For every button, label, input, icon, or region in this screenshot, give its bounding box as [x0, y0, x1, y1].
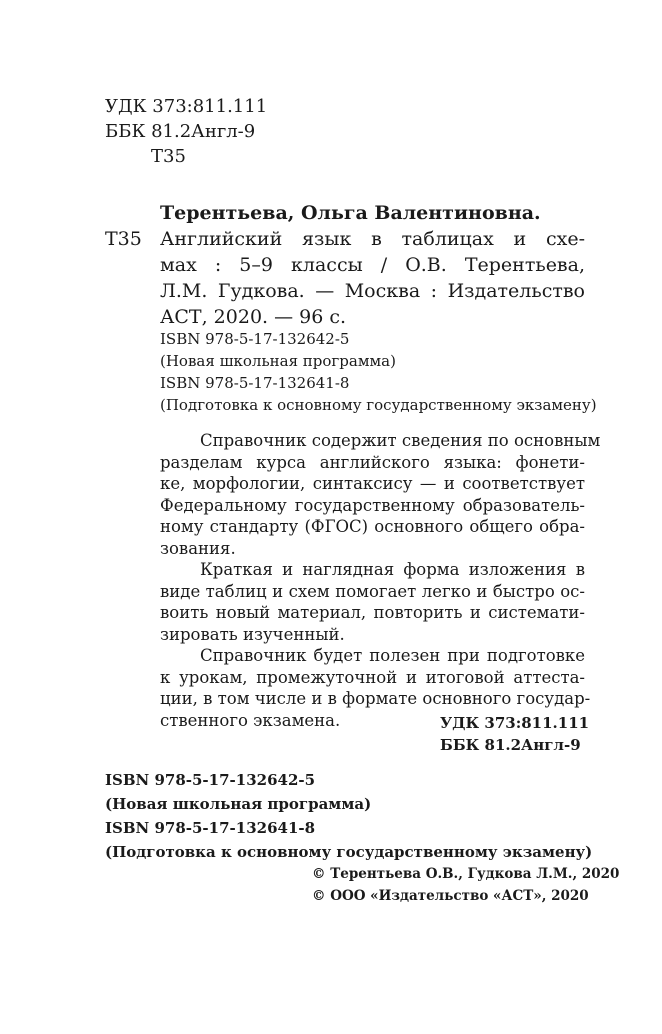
- annotation-line: разделам курса английского языка: фонети-: [160, 452, 585, 472]
- annotation-line: зировать изученный.: [160, 624, 345, 644]
- author-mark: Т35: [151, 146, 186, 167]
- annotation-paragraph: [160, 559, 585, 645]
- copyright-line: © Терентьева О.В., Гудкова Л.М., 2020: [312, 866, 620, 882]
- isbn-line: ISBN 978-5-17-132641-8: [160, 374, 350, 392]
- annotation-line: ке, морфологии, синтаксису — и соответствует: [160, 474, 585, 493]
- isbn-line: ISBN 978-5-17-132642-5: [105, 771, 316, 789]
- author-heading: Терентьева, Ольга Валентиновна.: [160, 202, 541, 224]
- annotation-line: к урокам, промежуточной и итоговой аттеста-: [160, 667, 585, 687]
- copyright-block: [312, 863, 619, 907]
- annotation-line: ному стандарту (ФГОС) основного общего обра-: [160, 517, 585, 536]
- annotation-line: ции, в том числе и в формате основного государ-: [160, 689, 591, 708]
- series-line: (Новая школьная программа): [105, 795, 372, 813]
- series-line: (Подготовка к основному государственному экзамену): [105, 843, 593, 861]
- description-line: АСТ, 2020. — 96 с.: [160, 306, 347, 328]
- bbk-code: ББК 81.2Англ-9: [105, 121, 256, 142]
- annotation-line: воить новый материал, повторить и системати-: [160, 603, 585, 622]
- description-line: Английский язык в таблицах и схе-: [160, 228, 585, 250]
- description-line: мах : 5–9 классы / О.В. Терентьева,: [160, 254, 585, 276]
- bbk-code: ББК 81.2Англ-9: [440, 736, 581, 754]
- footer-isbn-block: [105, 768, 592, 864]
- annotation-line: Справочник содержит сведения по основным: [200, 431, 601, 450]
- annotation-line: ственного экзамена.: [160, 710, 341, 730]
- catalog-mark: Т35: [105, 228, 142, 250]
- isbn-line: ISBN 978-5-17-132642-5: [160, 330, 350, 348]
- series-line: (Подготовка к основному государственному экзамену): [160, 396, 597, 414]
- annotation-line: Справочник будет полезен при подготовке: [200, 646, 585, 665]
- series-line: (Новая школьная программа): [160, 352, 396, 370]
- annotation-line: Федеральному государственному образователь-: [160, 495, 585, 515]
- annotation-paragraph: [160, 430, 601, 559]
- description-line: Л.М. Гудкова. — Москва : Издательство: [160, 280, 585, 302]
- bibliographic-description: [160, 226, 585, 330]
- isbn-block: [160, 328, 597, 416]
- annotation-line: Краткая и наглядная форма изложения в: [200, 560, 585, 579]
- annotation: [160, 430, 601, 731]
- footer-classification-codes: [440, 712, 589, 756]
- annotation-line: зования.: [160, 538, 236, 558]
- annotation-line: виде таблиц и схем помогает легко и быстро ос-: [160, 581, 585, 601]
- header-classification-codes: [105, 94, 267, 169]
- copyright-line: © ООО «Издательство «АСТ», 2020: [312, 888, 589, 904]
- udk-code: УДК 373:811.111: [105, 96, 268, 117]
- udk-code: УДК 373:811.111: [440, 714, 590, 732]
- isbn-line: ISBN 978-5-17-132641-8: [105, 819, 316, 837]
